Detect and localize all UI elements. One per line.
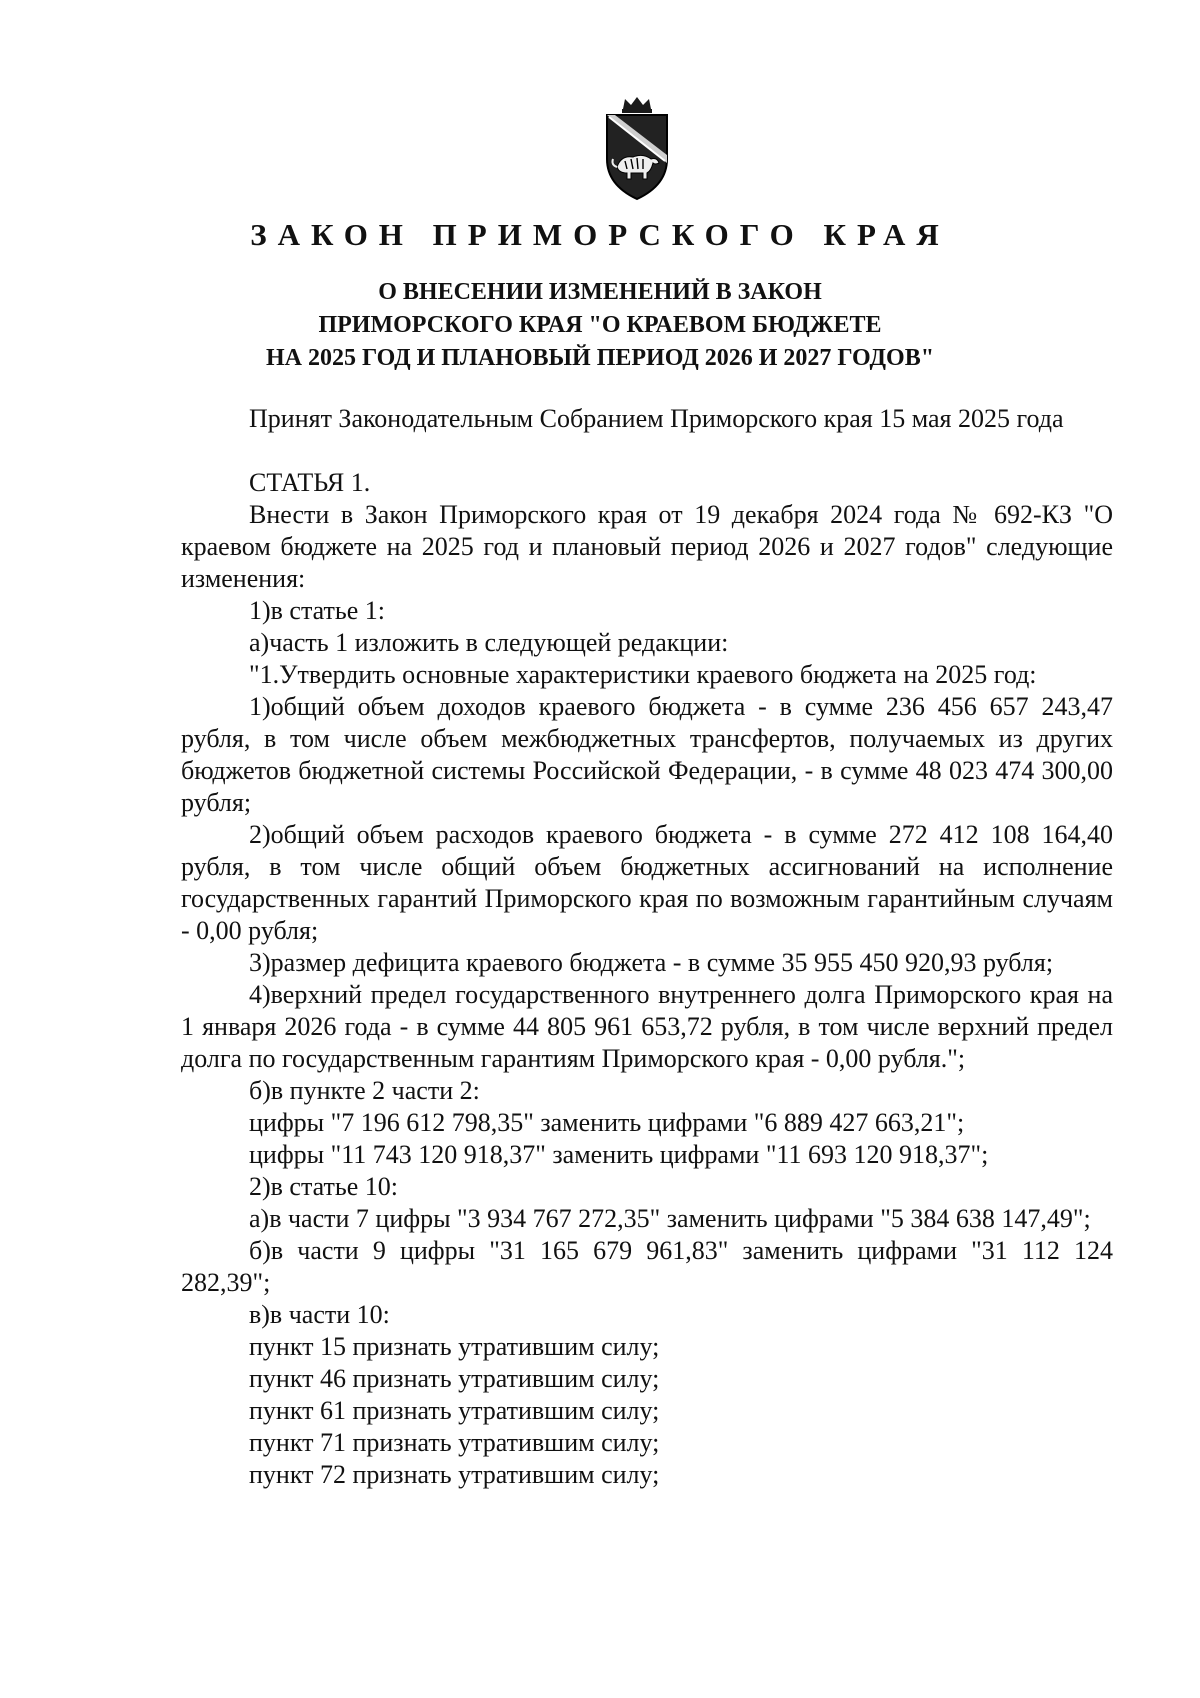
article-paragraph: в)в части 10: [249,1300,390,1329]
law-subtitle-line: О ВНЕСЕНИИ ИЗМЕНЕНИЙ В ЗАКОН [378,279,822,305]
law-subtitle-line: НА 2025 ГОД И ПЛАНОВЫЙ ПЕРИОД 2026 И 2027 ГОДОВ" [265,345,935,371]
law-body [181,403,1113,1491]
article-paragraph: цифры "11 743 120 918,37" заменить цифрами "11 693 120 918,37"; [249,1140,989,1169]
adoption-note: Принят Законодательным Собранием Приморского края 15 мая 2025 года [249,404,1064,433]
article-paragraph: 3)размер дефицита краевого бюджета - в сумме 35 955 450 920,93 рубля; [249,948,1054,977]
article-paragraph: Внести в Закон Приморского края от 19 декабря 2024 года № 692-КЗ "О краевом бюджете на 2025 год и плановый период 2026 и 2027 годов" следующие изменения: [181,500,1113,593]
article-paragraph: 1)в статье 1: [249,596,386,625]
article-paragraph: пункт 72 признать утратившим силу; [249,1460,660,1489]
law-title: ЗАКОН ПРИМОРСКОГО КРАЯ [250,217,950,252]
coat-of-arms-icon [603,95,671,203]
law-subtitle-line: ПРИМОРСКОГО КРАЯ "О КРАЕВОМ БЮДЖЕТЕ [318,312,882,338]
article-paragraph: 2)общий объем расходов краевого бюджета - в сумме 272 412 108 164,40 рубля, в том числе общий объем бюджетных ассигнований на исполнение государственных гарантий Приморского края по возможным гарантийным случаям - 0,00 рубля; [181,820,1113,945]
article-paragraph: б)в части 9 цифры "31 165 679 961,83" заменить цифрами "31 112 124 282,39"; [181,1236,1113,1297]
article-paragraph: пункт 46 признать утратившим силу; [249,1364,660,1393]
article-paragraph: 1)общий объем доходов краевого бюджета - в сумме 236 456 657 243,47 рубля, в том числе объем межбюджетных трансфертов, получаемых из других бюджетов бюджетной системы Российской Федерации, - в сумме 48 023 474 300,00 рубля; [181,692,1113,817]
article-heading: СТАТЬЯ 1. [249,468,371,497]
article-paragraph: а)в части 7 цифры "3 934 767 272,35" заменить цифрами "5 384 638 147,49"; [249,1204,1091,1233]
article-paragraph: цифры "7 196 612 798,35" заменить цифрами "6 889 427 663,21"; [249,1108,965,1137]
law-subtitle [0,276,1200,375]
article-paragraph: "1.Утвердить основные характеристики краевого бюджета на 2025 год: [249,660,1037,689]
article-paragraph: б)в пункте 2 части 2: [249,1076,480,1105]
article-paragraph: пункт 61 признать утратившим силу; [249,1396,660,1425]
article-paragraph: 4)верхний предел государственного внутреннего долга Приморского края на 1 января 2026 года - в сумме 44 805 961 653,72 рубля, в том числе верхний предел долга по государственным гарантиям Приморского края - 0,00 рубля."; [181,980,1113,1073]
article-paragraph: пункт 71 признать утратившим силу; [249,1428,660,1457]
article-paragraph: пункт 15 признать утратившим силу; [249,1332,660,1361]
article-paragraph: а)часть 1 изложить в следующей редакции: [249,628,729,657]
article-paragraph: 2)в статье 10: [249,1172,399,1201]
